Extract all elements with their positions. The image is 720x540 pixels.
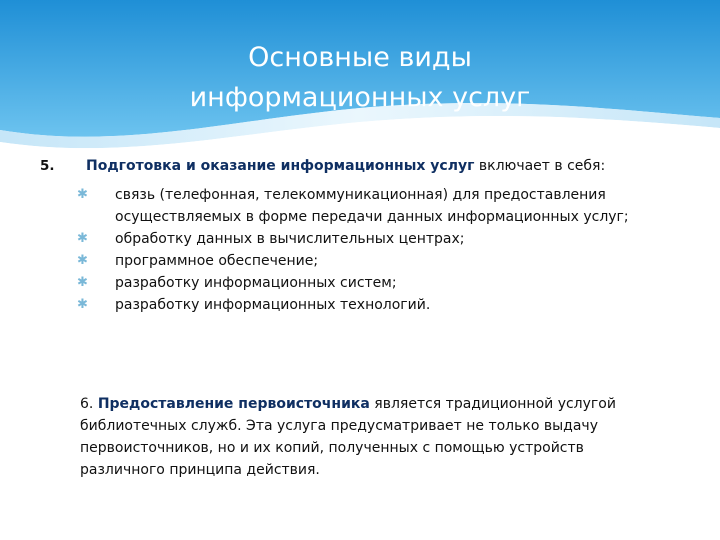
list-item (0, 294, 675, 316)
asterisk-bullet-icon: ✱ (77, 297, 88, 312)
list-item (0, 184, 675, 228)
item-5-heading-rest: включает в себя: (474, 158, 606, 174)
list-item (0, 250, 675, 272)
item-6-bold: Предоставление первоисточника (97, 396, 370, 412)
title-line-2: информационных услуг (189, 82, 531, 113)
item-5-heading-bold: Подготовка и оказание информационных услуг (86, 158, 475, 174)
list-item-text: разработку информационных технологий. (115, 297, 431, 313)
asterisk-bullet-icon: ✱ (77, 231, 88, 246)
list-item (0, 272, 675, 294)
list-item-text: обработку данных в вычислительных центрах; (115, 231, 465, 247)
list-item-text: программное обеспечение; (115, 253, 319, 269)
item-5-heading (86, 158, 605, 174)
list-item-text: разработку информационных систем; (115, 275, 397, 291)
item-6-text: является традиционной услугой библиотечных служб. Эта услуга предусматривает не только выдачу первоисточников, но и их копий, полученных с помощью устройств различного принципа действия. (80, 396, 616, 478)
list-item-text: связь (телефонная, телекоммуникационная) для предоставления осуществляемых в форме передачи данных информационных услуг; (115, 187, 629, 225)
asterisk-bullet-icon: ✱ (77, 275, 88, 290)
item-6-paragraph (80, 393, 660, 481)
asterisk-bullet-icon: ✱ (77, 187, 88, 202)
item-6-number: 6. (80, 396, 98, 412)
item-5-bullet-list (0, 184, 720, 316)
item-5-number: 5. (40, 158, 55, 174)
list-item (0, 228, 675, 250)
asterisk-bullet-icon: ✱ (77, 253, 88, 268)
title-line-1: Основные виды (248, 42, 472, 73)
